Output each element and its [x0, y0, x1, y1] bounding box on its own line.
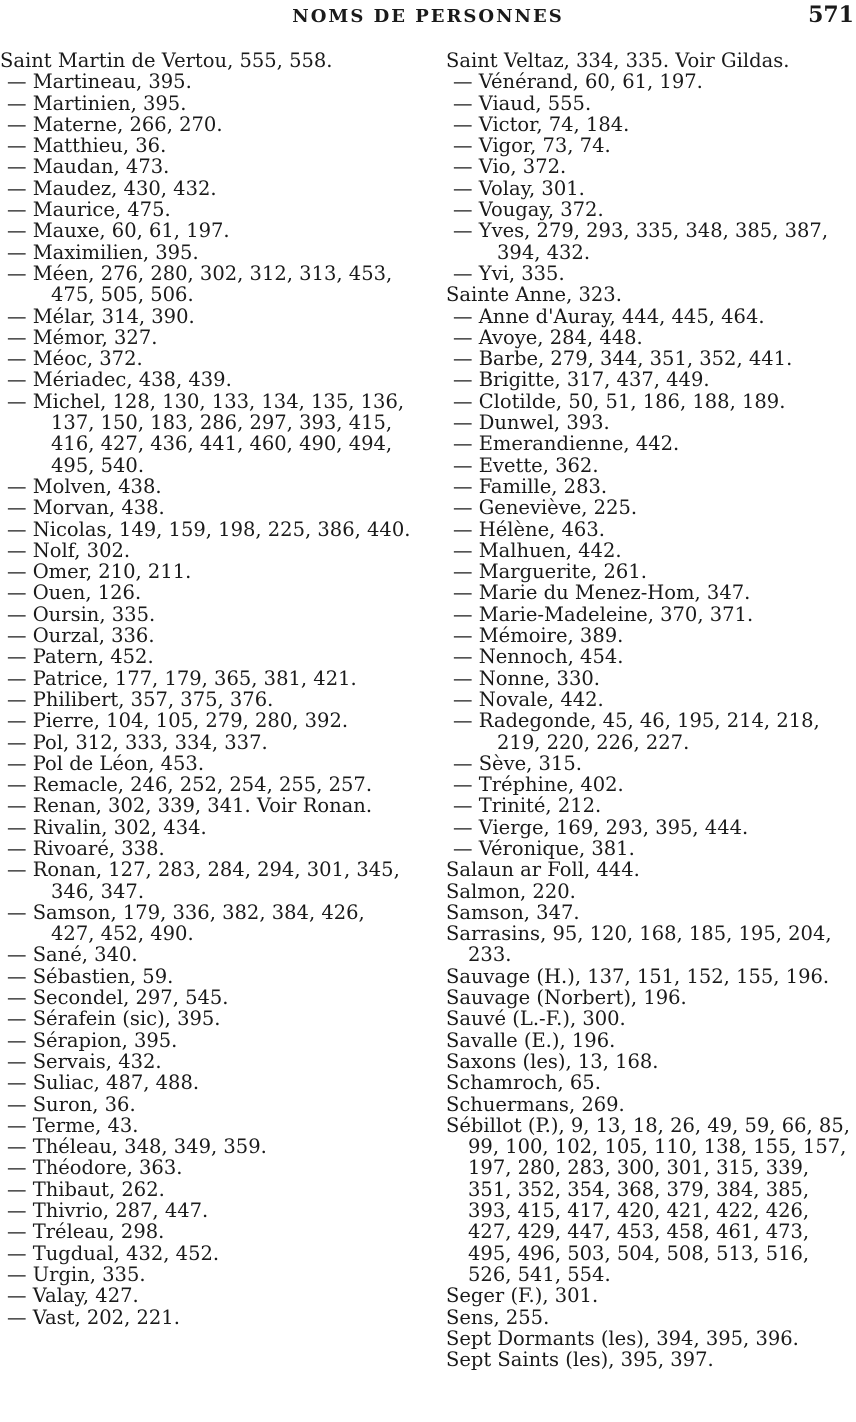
index-subentry: — Suron, 36. [7, 1092, 136, 1116]
index-subentry: — Philibert, 357, 375, 376. [7, 687, 274, 711]
index-subentry: — Véronique, 381. [453, 836, 635, 860]
index-subentry: — Malhuen, 442. [453, 538, 622, 562]
index-subentry: — Remacle, 246, 252, 254, 255, 257. [7, 773, 373, 797]
index-subentry: — Secondel, 297, 545. [7, 986, 229, 1010]
index-entry: Sens, 255. [446, 1305, 550, 1329]
index-subentry: — Ouen, 126. [7, 581, 142, 605]
index-entry: Sauvé (L.-F.), 300. [446, 1007, 626, 1031]
index-subentry: — Clotilde, 50, 51, 186, 188, 189. [453, 389, 786, 413]
index-subentry: — Nolf, 302. [7, 538, 131, 562]
index-subentry: — Famille, 283. [453, 474, 608, 498]
index-subentry: — Radegonde, 45, 46, 195, 214, 218, 219, 220, 226, 227. [453, 709, 820, 754]
index-entry: Seger (F.), 301. [446, 1284, 599, 1308]
index-subentry: — Pol de Léon, 453. [7, 751, 205, 775]
index-entry: Savalle (E.), 196. [446, 1028, 616, 1052]
index-subentry: — Trinité, 212. [453, 794, 602, 818]
index-subentry: — Avoye, 284, 448. [453, 325, 643, 349]
index-column-right [446, 50, 856, 1370]
index-entry: Saint Veltaz, 334, 335. Voir Gildas. [446, 49, 790, 72]
index-subentry: — Valay, 427. [7, 1284, 139, 1308]
index-subentry: — Thibaut, 262. [7, 1177, 165, 1201]
index-subentry: — Ourzal, 336. [7, 624, 155, 648]
index-entry: Sauvage (H.), 137, 151, 152, 155, 196. [446, 964, 830, 988]
index-entry: Saxons (les), 13, 168. [446, 1049, 659, 1073]
index-entry: Sébillot (P.), 9, 13, 18, 26, 49, 59, 66, 85, 99, 100, 102, 105, 110, 138, 155, 157, 197, 280, 283, 300, 301, 315, 339, 351, 352, 354, 368, 379, 384, 385, 393, 415, 417, 420, 421, 422, 426, 427, 429, 447, 453, 458, 461, 473, 495, 496, 503, 504, 508, 513, 516, 526, 541, 554. [446, 1113, 850, 1286]
index-subentry: — Méen, 276, 280, 302, 312, 313, 453, 475, 505, 506. [7, 261, 393, 307]
index-subentry: — Maximilien, 395. [7, 240, 199, 264]
index-subentry: — Mauxe, 60, 61, 197. [7, 219, 230, 243]
index-subentry: — Mériadec, 438, 439. [7, 368, 232, 392]
index-subentry: — Nicolas, 149, 159, 198, 225, 386, 440. [7, 517, 411, 541]
index-subentry: — Matthieu, 36. [7, 134, 167, 158]
index-entry: Saint Martin de Vertou, 555, 558. [0, 49, 333, 72]
index-subentry: — Barbe, 279, 344, 351, 352, 441. [453, 347, 793, 371]
index-subentry: — Rivalin, 302, 434. [7, 815, 207, 839]
index-entry: Salmon, 220. [446, 879, 576, 903]
index-subentry: — Dunwel, 393. [453, 411, 610, 435]
index-subentry: — Urgin, 335. [7, 1262, 146, 1286]
index-subentry: — Geneviève, 225. [453, 496, 638, 520]
index-subentry: — Yvi, 335. [453, 261, 565, 285]
index-subentry: — Vénérand, 60, 61, 197. [453, 70, 703, 94]
index-subentry: — Molven, 438. [7, 474, 162, 498]
index-subentry: — Pol, 312, 333, 334, 337. [7, 730, 268, 754]
index-subentry: — Thivrio, 287, 447. [7, 1199, 209, 1223]
index-subentry: — Patrice, 177, 179, 365, 381, 421. [7, 666, 357, 690]
index-subentry: — Marie du Menez-Hom, 347. [453, 581, 751, 605]
index-subentry: — Vio, 372. [453, 155, 567, 179]
index-subentry: — Marie-Madeleine, 370, 371. [453, 602, 754, 626]
index-subentry: — Pierre, 104, 105, 279, 280, 392. [7, 709, 349, 733]
index-subentry: — Yves, 279, 293, 335, 348, 385, 387, 394, 432. [453, 219, 829, 264]
index-subentry: — Martinien, 395. [7, 91, 187, 115]
index-subentry: — Victor, 74, 184. [453, 112, 630, 136]
index-subentry: — Vougay, 372. [453, 198, 604, 222]
index-subentry: — Ronan, 127, 283, 284, 294, 301, 345, 346, 347. [7, 858, 400, 903]
index-subentry: — Terme, 43. [7, 1113, 139, 1137]
index-subentry: — Mélar, 314, 390. [7, 304, 195, 328]
index-subentry: — Omer, 210, 211. [7, 560, 192, 584]
index-subentry: — Sébastien, 59. [7, 964, 174, 988]
index-subentry: — Samson, 179, 336, 382, 384, 426, 427, 452, 490. [7, 900, 365, 946]
index-entry: Salaun ar Foll, 444. [446, 858, 640, 882]
index-subentry: — Mémor, 327. [7, 325, 158, 349]
index-subentry: — Marguerite, 261. [453, 560, 647, 584]
index-entry: Schamroch, 65. [446, 1071, 601, 1095]
index-subentry: — Viaud, 555. [453, 91, 592, 115]
index-subentry: — Sérapion, 395. [7, 1028, 178, 1052]
index-subentry: — Materne, 266, 270. [7, 112, 223, 136]
index-subentry: — Maurice, 475. [7, 198, 171, 222]
index-subentry: — Sané, 340. [7, 943, 138, 967]
index-entry: Samson, 347. [446, 900, 580, 924]
index-subentry: — Nennoch, 454. [453, 645, 624, 669]
page-header [0, 0, 856, 40]
index-subentry: — Tréleau, 298. [7, 1220, 165, 1244]
index-entry: Sept Dormants (les), 394, 395, 396. [446, 1326, 799, 1350]
index-subentry: — Michel, 128, 130, 133, 134, 135, 136, 137, 150, 183, 286, 297, 393, 415, 416, 427, 436, 441, 460, 490, 494, 495, 540. [7, 389, 405, 477]
index-subentry: — Hélène, 463. [453, 517, 605, 541]
index-subentry: — Tugdual, 432, 452. [7, 1241, 220, 1265]
index-subentry: — Oursin, 335. [7, 602, 156, 626]
index-subentry: — Vierge, 169, 293, 395, 444. [453, 815, 749, 839]
index-subentry: — Nonne, 330. [453, 666, 600, 690]
index-subentry: — Tréphine, 402. [453, 773, 624, 797]
index-subentry: — Patern, 452. [7, 645, 154, 669]
index-subentry: — Servais, 432. [7, 1049, 162, 1073]
index-entry: Schuermans, 269. [446, 1092, 625, 1116]
index-subentry: — Théleau, 348, 349, 359. [7, 1135, 267, 1159]
page-number: 571 [808, 2, 854, 28]
index-column-left [0, 50, 412, 1328]
index-entry: Sarrasins, 95, 120, 168, 185, 195, 204, 233. [446, 922, 832, 967]
index-subentry: — Méoc, 372. [7, 347, 143, 371]
index-subentry: — Renan, 302, 339, 341. Voir Ronan. [7, 794, 373, 818]
index-subentry: — Emerandienne, 442. [453, 432, 680, 456]
index-subentry: — Maudez, 430, 432. [7, 176, 217, 200]
index-subentry: — Brigitte, 317, 437, 449. [453, 368, 710, 392]
index-subentry: — Vast, 202, 221. [7, 1305, 180, 1329]
index-subentry: — Volay, 301. [453, 176, 585, 200]
index-subentry: — Anne d'Auray, 444, 445, 464. [453, 304, 765, 328]
index-subentry: — Vigor, 73, 74. [453, 134, 611, 158]
index-subentry: — Suliac, 487, 488. [7, 1071, 200, 1095]
index-subentry: — Mémoire, 389. [453, 624, 624, 648]
index-subentry: — Novale, 442. [453, 687, 604, 711]
index-entry: Sept Saints (les), 395, 397. [446, 1348, 714, 1372]
index-subentry: — Théodore, 363. [7, 1156, 183, 1180]
index-entry: Sainte Anne, 323. [446, 283, 622, 307]
index-entry: Sauvage (Norbert), 196. [446, 986, 687, 1010]
index-subentry: — Evette, 362. [453, 453, 599, 477]
index-subentry: — Sérafein (sic), 395. [7, 1007, 221, 1031]
index-subentry: — Maudan, 473. [7, 155, 170, 179]
running-title: NOMS DE PERSONNES [292, 6, 564, 27]
index-subentry: — Rivoaré, 338. [7, 836, 165, 860]
index-subentry: — Martineau, 395. [7, 70, 192, 94]
index-subentry: — Sève, 315. [453, 751, 582, 775]
index-subentry: — Morvan, 438. [7, 496, 165, 520]
